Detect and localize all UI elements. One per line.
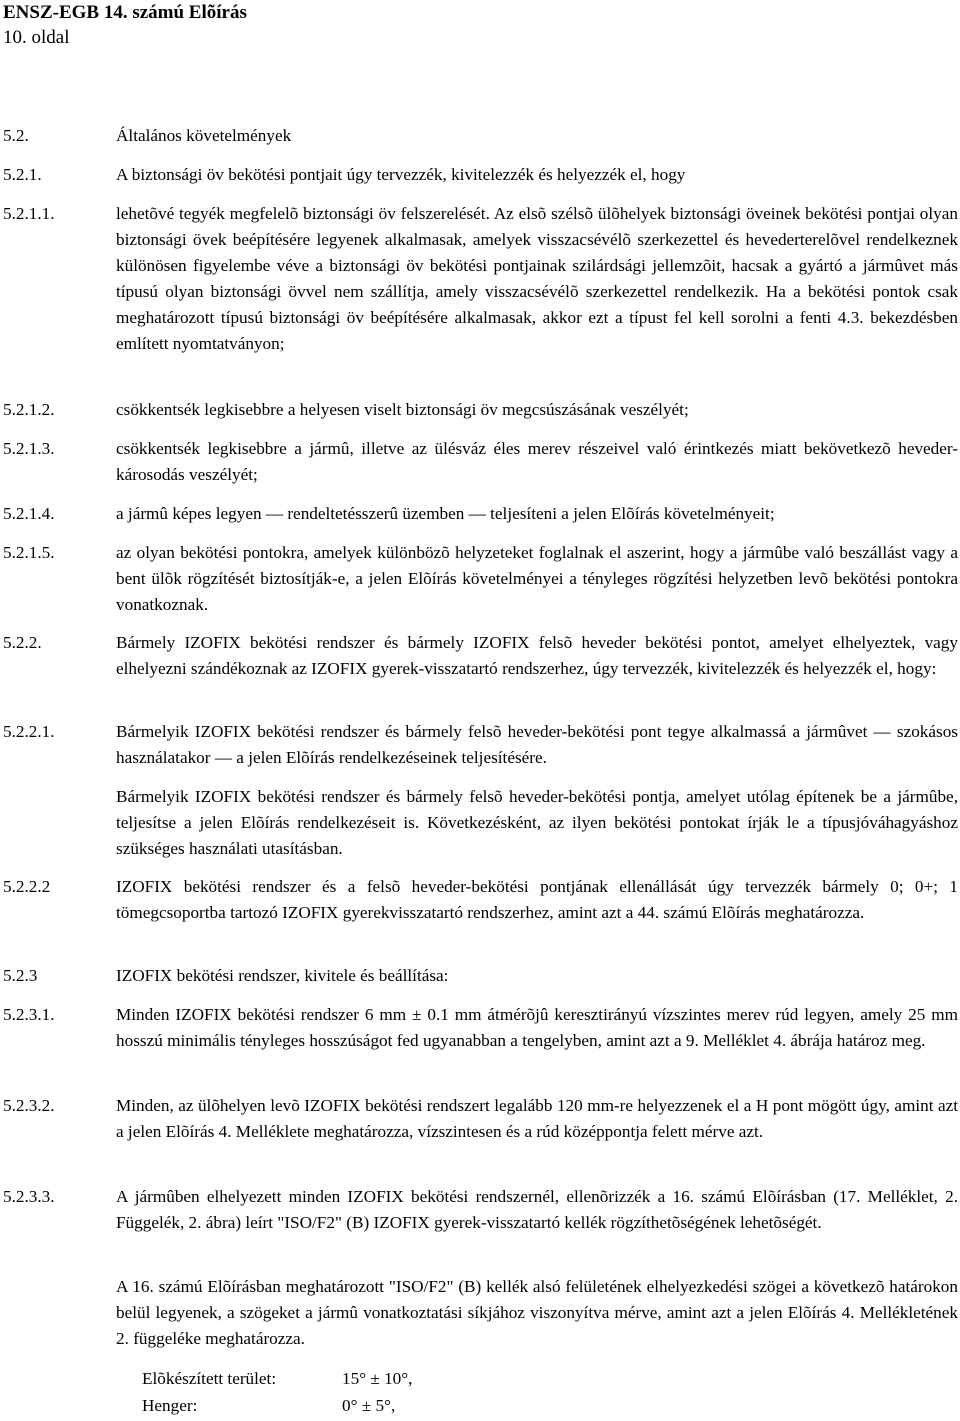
section-text: az olyan bekötési pontokra, amelyek különbözõ helyzeteket foglalnak el aszerint, hogy a jármûbe való beszállást vagy a bent ülõk rögzítését biztosítják-e, a jelen Elõírás követelményei a tényleges rögzítési helyzetben levõ bekötési pontokra vonatkoznak. xyxy=(116,543,958,614)
section-5-2-3-2 xyxy=(3,1093,958,1145)
angle-row-cylinder xyxy=(142,1393,395,1419)
section-5-2-3 xyxy=(3,963,958,989)
section-number: 5.2.1.1. xyxy=(3,204,55,223)
section-number: 5.2. xyxy=(3,126,29,145)
section-number: 5.2.3.1. xyxy=(3,1005,55,1024)
section-number: 5.2.3.3. xyxy=(3,1187,55,1206)
section-5-2-1-1 xyxy=(3,201,958,357)
section-number: 5.2.2.2 xyxy=(3,877,51,896)
section-text: A 16. számú Elõírásban meghatározott "ISO/F2" (B) kellék alsó felületének elhelyezkedési szögei a következõ határokon belül legyenek, a szögeket a jármû vonatkoztatási síkjához viszonyítva mérve, amint azt a jelen Elõírás 4. Mellékletének 2. függeléke meghatározza. xyxy=(116,1277,958,1348)
section-5-2-2-1-paragraph xyxy=(3,784,958,862)
section-5-2-1-5 xyxy=(3,540,958,618)
section-5-2 xyxy=(3,123,958,149)
angle-row-prepared-area xyxy=(142,1366,412,1392)
document-title: ENSZ-EGB 14. számú Elõírás xyxy=(3,2,247,23)
section-number: 5.2.1.2. xyxy=(3,400,55,419)
section-number: 5.2.2.1. xyxy=(3,722,55,741)
section-text: IZOFIX bekötési rendszer és a felsõ heveder-bekötési pontjának ellenállását úgy tervezzék bármely 0; 0+; 1 tömegcsoportba tartozó IZOFIX gyerekvisszatartó rendszerhez, amint azt a 44. számú Elõírás meghatározza. xyxy=(116,877,958,922)
section-number: 5.2.3 xyxy=(3,966,38,985)
section-5-2-1 xyxy=(3,162,958,188)
section-text: csökkentsék legkisebbre a helyesen viselt biztonsági öv megcsúszásának veszélyét; xyxy=(116,400,689,419)
section-text: IZOFIX bekötési rendszer, kivitele és beállítása: xyxy=(116,966,449,985)
section-5-2-1-3 xyxy=(3,436,958,488)
section-text: lehetõvé tegyék megfelelõ biztonsági öv felszerelését. Az elsõ szélsõ ülõhelyek biztonsági öveinek bekötési pontjai olyan biztonsági övek beépítésére legyenek alkalmasak, amelyek visszacsévélõ szerkezettel és hevederterelõvel rendelkeznek különösen figyelembe véve a biztonsági öv bekötési pontjainak szilárdsági jellemzõit, hacsak a gyártó a jármûvet más típusú olyan biztonsági övvel nem szállítja, amely visszacsévélõ szerkezettel rendelkezik. Ha a bekötési pontok csak meghatározott típusú biztonsági öv beépítésére alkalmasak, akkor ezt a típust fel kell sorolni a fenti 4.3. bekezdésben említett nyomtatványon; xyxy=(116,204,958,353)
section-5-2-1-2 xyxy=(3,397,958,423)
page-number: 10. oldal xyxy=(3,27,70,48)
section-number: 5.2.1.5. xyxy=(3,543,55,562)
page-header xyxy=(3,0,247,51)
angle-label: Elõkészített terület: xyxy=(142,1369,277,1388)
section-number: 5.2.1.4. xyxy=(3,504,55,523)
angle-value: 0° ± 5°, xyxy=(342,1396,396,1415)
section-5-2-1-4 xyxy=(3,501,958,527)
section-text: Minden, az ülõhelyen levõ IZOFIX bekötési rendszert legalább 120 mm-re helyezzenek el a H pont mögött úgy, amint azt a jelen Elõírás 4. Melléklete meghatározza, vízszintesen és a rúd középpontja felett mérve azt. xyxy=(116,1096,958,1141)
section-5-2-2-2 xyxy=(3,874,958,926)
section-text: Bármely IZOFIX bekötési rendszer és bármely IZOFIX felsõ heveder bekötési pontot, amelyet elhelyeztek, vagy elhelyezni szándékoznak az IZOFIX gyerek-visszatartó rendszerhez, úgy tervezzék, kivitelezzék és helyezzék el, hogy: xyxy=(116,633,958,678)
section-text: csökkentsék legkisebbre a jármû, illetve az ülésváz éles merev részeivel való érintkezés miatt bekövetkezõ heveder-károsodás veszélyét; xyxy=(116,439,958,484)
section-text: A biztonsági öv bekötési pontjait úgy tervezzék, kivitelezzék és helyezzék el, hogy xyxy=(116,165,686,184)
section-number: 5.2.2. xyxy=(3,633,42,652)
section-text: Bármelyik IZOFIX bekötési rendszer és bármely felsõ heveder-bekötési pont tegye alkalmassá a jármûvet — szokásos használatakor — a jelen Elõírás rendelkezéseinek teljesítésére. xyxy=(116,722,958,767)
section-5-2-3-1 xyxy=(3,1002,958,1054)
section-text: a jármû képes legyen — rendeltetésszerû üzemben — teljesíteni a jelen Elõírás követelményeit; xyxy=(116,504,775,523)
section-number: 5.2.3.2. xyxy=(3,1096,55,1115)
section-5-2-2 xyxy=(3,630,958,682)
section-5-2-2-1 xyxy=(3,719,958,771)
section-text: A jármûben elhelyezett minden IZOFIX bekötési rendszernél, ellenõrizzék a 16. számú Elõírásban (17. Melléklet, 2. Függelék, 2. ábra) leírt "ISO/F2" (B) IZOFIX gyerek-visszatartó kellék rögzíthetõségének lehetõségét. xyxy=(116,1187,958,1232)
section-number: 5.2.1.3. xyxy=(3,439,55,458)
section-text: Bármelyik IZOFIX bekötési rendszer és bármely felsõ heveder-bekötési pontja, amelyet utólag építenek be a jármûbe, teljesítse a jelen Elõírás rendelkezéseit is. Következésként, az ilyen bekötési pontokat írják le a típusjóváhagyáshoz szükséges használati utasításban. xyxy=(116,787,958,858)
angle-label: Henger: xyxy=(142,1396,198,1415)
section-heading: Általános követelmények xyxy=(116,126,292,145)
section-5-2-3-3 xyxy=(3,1184,958,1236)
section-number: 5.2.1. xyxy=(3,165,42,184)
angle-value: 15° ± 10°, xyxy=(342,1369,413,1388)
section-5-2-3-3-paragraph xyxy=(3,1274,958,1352)
section-text: Minden IZOFIX bekötési rendszer 6 mm ± 0.1 mm átmérõjû keresztirányú vízszintes merev rúd legyen, amely 25 mm hosszú minimális tényleges hosszúságot fed ugyanabban a tengelyben, amint azt a 9. Melléklet 4. ábrája határoz meg. xyxy=(116,1005,958,1050)
